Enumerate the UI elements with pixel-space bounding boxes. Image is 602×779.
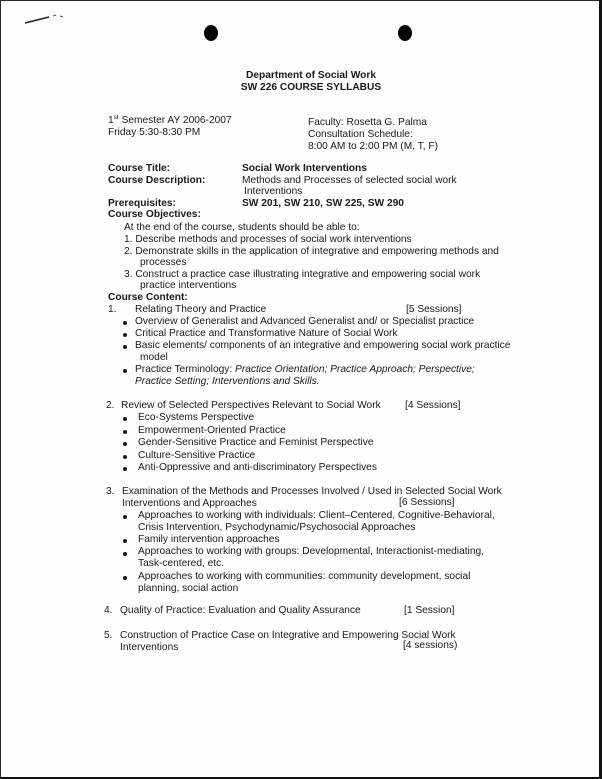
section-5-title-cont: Interventions — [120, 642, 179, 653]
section-1-sessions: [5 Sessions] — [406, 304, 462, 315]
consultation-label: Consultation Schedule: — [308, 129, 413, 140]
list-item: Culture-Sensitive Practice — [138, 450, 256, 461]
list-item-cont: model — [140, 352, 168, 363]
faculty: Faculty: Rosetta G. Palma — [308, 117, 427, 128]
prerequisites-label: Prerequisites: — [108, 198, 176, 209]
list-item: Basic elements/ components of an integrative and empowering social work practice — [135, 340, 511, 351]
bullet-icon — [123, 576, 127, 580]
list-item-cont: Task-centered, etc. — [138, 558, 225, 569]
bullet-icon — [123, 539, 127, 543]
list-item: Anti-Oppressive and anti-discriminatory Perspectives — [138, 462, 377, 473]
course-description-line1: Methods and Processes of selected social work — [242, 175, 457, 186]
objective-1: 1. Describe methods and processes of social work interventions — [124, 234, 412, 245]
section-3-title: Examination of the Methods and Processes Involved / Used in Selected Social Work — [122, 486, 502, 497]
bullet-icon — [123, 333, 127, 337]
course-description-line2: Interventions — [244, 186, 303, 197]
objective-3-cont: practice interventions — [140, 280, 237, 291]
list-item: Gender-Sensitive Practice and Feminist Perspective — [138, 437, 374, 448]
course-description-label: Course Description: — [108, 175, 206, 186]
section-3-title-cont: Interventions and Approaches — [122, 498, 257, 509]
bullet-icon — [123, 455, 127, 459]
section-5-title: Construction of Practice Case on Integrative and Empowering Social Work — [120, 630, 456, 641]
bullet-icon — [123, 552, 127, 556]
section-2-number: 2. — [106, 400, 115, 411]
section-4-title: Quality of Practice: Evaluation and Quality Assurance — [120, 605, 361, 616]
list-item: Family intervention approaches — [138, 534, 280, 545]
objective-2: 2. Demonstrate skills in the application of integrative and empowering methods and — [124, 246, 499, 257]
list-item-cont: planning, social action — [138, 583, 239, 594]
bullet-icon — [123, 515, 127, 519]
syllabus-title: SW 226 COURSE SYLLABUS — [240, 82, 382, 93]
list-item: Approaches to working with individuals: Client–Centered, Cognitive-Behavioral, — [138, 510, 495, 521]
objectives-label: Course Objectives: — [108, 209, 201, 220]
bullet-icon — [123, 467, 127, 471]
section-1-title: Relating Theory and Practice — [135, 304, 267, 315]
objective-2-cont: processes — [140, 257, 187, 268]
section-2-sessions: [4 Sessions] — [405, 400, 461, 411]
section-5-sessions: [4 sessions) — [403, 640, 458, 651]
list-item: Approaches to working with communities: community development, social — [138, 571, 471, 582]
list-item: Practice Terminology: Practice Orientation; Practice Approach; Perspective; — [135, 364, 475, 375]
section-4-number: 4. — [104, 605, 113, 616]
bullet-icon — [123, 321, 127, 325]
class-time: Friday 5:30-8:30 PM — [108, 127, 201, 138]
section-5-number: 5. — [104, 630, 113, 641]
list-item: Eco-Systems Perspective — [138, 412, 255, 423]
bullet-icon — [123, 345, 127, 349]
list-item-cont: Practice Setting; Interventions and Skills. — [135, 376, 320, 387]
section-3-number: 3. — [106, 486, 115, 497]
punch-hole-left — [204, 25, 218, 41]
list-item: Critical Practice and Transformative Nature of Social Work — [135, 328, 398, 339]
section-1-number: 1. — [108, 304, 117, 315]
list-item: Empowerment-Oriented Practice — [138, 425, 286, 436]
pen-mark-icon — [23, 11, 83, 27]
bullet-icon — [123, 369, 127, 373]
list-item: Overview of Generalist and Advanced Generalist and/ or Specialist practice — [135, 316, 475, 327]
department-title: Department of Social Work — [245, 70, 376, 81]
course-title-value: Social Work Interventions — [242, 163, 367, 174]
punch-hole-right — [398, 25, 412, 41]
bullet-icon — [123, 442, 127, 446]
bullet-icon — [123, 417, 127, 421]
list-item: Approaches to working with groups: Developmental, Interactionist-mediating, — [138, 546, 484, 557]
section-3-sessions: [6 Sessions] — [399, 497, 455, 508]
objective-3: 3. Construct a practice case illustrating integrative and empowering social work — [124, 269, 481, 280]
prerequisites-value: SW 201, SW 210, SW 225, SW 290 — [242, 198, 404, 209]
list-item-cont: Crisis Intervention, Psychodynamic/Psychosocial Approaches — [138, 522, 416, 533]
content-label: Course Content: — [108, 292, 188, 303]
section-2-title: Review of Selected Perspectives Relevant to Social Work — [121, 400, 381, 411]
course-title-label: Course Title: — [108, 163, 171, 174]
semester: 1st Semester AY 2006-2007 — [108, 114, 232, 126]
bullet-icon — [123, 430, 127, 434]
objectives-intro: At the end of the course, students should be able to: — [124, 222, 360, 233]
section-4-sessions: [1 Session] — [404, 605, 455, 616]
consultation-time: 8:00 AM to 2:00 PM (M, T, F) — [308, 141, 439, 152]
